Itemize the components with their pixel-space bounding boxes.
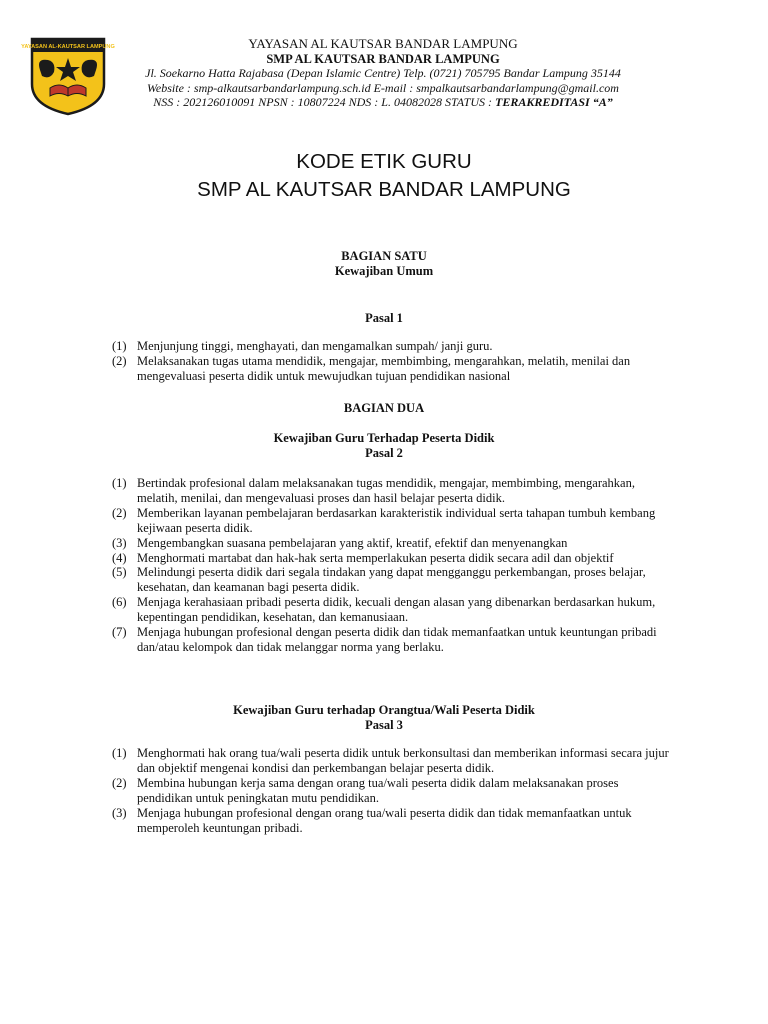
list-item-text: Menghormati martabat dan hak-hak serta memperlakukan peserta didik secara adil dan objektif: [137, 550, 614, 565]
list-item-text: Menghormati hak orang tua/wali peserta didik untuk berkonsultasi dan memberikan informasi secara jujur dan objektif mengenai kondisi dan perkembangan belajar peserta didik.: [137, 746, 669, 775]
list-item-text: Menjaga hubungan profesional dengan orang tua/wali peserta didik dan tidak memanfaatkan untuk memperoleh keuntungan pribadi.: [137, 805, 632, 835]
list-item-number: (2): [112, 775, 127, 790]
pasal-2-heading: Pasal 2: [365, 446, 403, 460]
list-item-number: (1): [112, 746, 127, 760]
list-item: [112, 625, 672, 655]
list-item: [112, 354, 672, 384]
section-2-subtitle: Kewajiban Guru Terhadap Peserta Didik: [273, 431, 495, 445]
pasal-2-list: [112, 476, 672, 655]
school-address: Jl. Soekarno Hatta Rajabasa (Depan Islamic Centre) Telp. (0721) 705795 Bandar Lampung 35144: [145, 66, 621, 80]
list-item-text: Melindungi peserta didik dari segala tindakan yang dapat mengganggu perkembangan, proses belajar, kesehatan, dan keamanan bagi peserta didik.: [137, 565, 646, 595]
pasal-1-heading: Pasal 1: [365, 311, 403, 325]
list-item: [112, 551, 672, 566]
list-item-number: (5): [112, 565, 127, 580]
list-item-number: (6): [112, 595, 127, 610]
list-item: [112, 565, 672, 595]
logo-text: YAYASAN AL-KAUTSAR LAMPUNG: [21, 44, 115, 50]
section-3-subtitle: Kewajiban Guru terhadap Orangtua/Wali Peserta Didik: [233, 703, 535, 717]
school-ids: NSS : 202126010091 NPSN : 10807224 NDS : L. 04082028 STATUS :: [153, 95, 495, 109]
foundation-name: YAYASAN AL KAUTSAR BANDAR LAMPUNG: [248, 36, 518, 51]
list-item-number: (2): [112, 353, 127, 368]
list-item: [112, 776, 672, 806]
section-1-subtitle: Kewajiban Umum: [334, 264, 434, 278]
list-item: [112, 595, 672, 625]
school-name: SMP AL KAUTSAR BANDAR LAMPUNG: [266, 51, 500, 66]
document-subtitle: SMP AL KAUTSAR BANDAR LAMPUNG: [197, 178, 571, 201]
list-item-text: Memberikan layanan pembelajaran berdasarkan karakteristik individual serta tahapan tumbuh kembang kejiwaan peserta didik.: [137, 505, 656, 535]
list-item-number: (7): [112, 625, 127, 640]
section-2-title: BAGIAN DUA: [343, 401, 425, 415]
school-logo: [21, 36, 115, 116]
school-website-email: Website : smp-alkautsarbandarlampung.sch.id E-mail : smpalkautsarbandarlampung@gmail.com: [147, 80, 619, 95]
list-item: [112, 746, 672, 776]
list-item-text: Melaksanakan tugas utama mendidik, mengajar, membimbing, mengarahkan, melatih, menilai dan mengevaluasi peserta didik untuk mewujudkan tujuan pendidikan nasional: [137, 353, 631, 383]
document-title: KODE ETIK GURU: [296, 150, 472, 173]
list-item-text: Membina hubungan kerja sama dengan orang tua/wali peserta didik dalam melaksanakan proses pendidikan untuk peningkatan mutu pendidikan.: [137, 775, 619, 805]
list-item: [112, 339, 672, 354]
school-identifiers: [113, 95, 653, 110]
list-item: [112, 506, 672, 536]
list-item-text: Menjaga kerahasiaan pribadi peserta didik, kecuali dengan alasan yang dibenarkan berdasarkan hukum, kepentingan pendidikan, kesehatan, dan kemanusiaan.: [137, 595, 656, 625]
list-item-number: (1): [112, 339, 127, 353]
list-item-text: Menjaga hubungan profesional dengan peserta didik dan tidak memanfaatkan untuk keuntungan pribadi dan/atau kelompok dan tidak melanggar norma yang berlaku.: [137, 625, 657, 654]
list-item: [112, 806, 672, 836]
section-1-title: BAGIAN SATU: [341, 249, 427, 263]
list-item-number: (3): [112, 535, 127, 550]
accreditation-status: TERAKREDITASI “A”: [494, 95, 613, 109]
pasal-3-list: [112, 746, 672, 835]
list-item-text: Bertindak profesional dalam melaksanakan tugas mendidik, mengajar, membimbing, mengarahkan, melatih, menilai, dan mengevaluasi proses dan hasil belajar peserta didik.: [137, 476, 635, 505]
letterhead: [113, 37, 653, 110]
list-item: [112, 476, 672, 506]
list-item-number: (1): [112, 476, 127, 490]
list-item-number: (3): [112, 805, 127, 820]
list-item-number: (2): [112, 505, 127, 520]
pasal-3-heading: Pasal 3: [365, 718, 403, 732]
list-item-text: Mengembangkan suasana pembelajaran yang aktif, kreatif, efektif dan menyenangkan: [137, 535, 568, 550]
list-item: [112, 536, 672, 551]
pasal-1-list: [112, 339, 672, 384]
list-item-text: Menjunjung tinggi, menghayati, dan mengamalkan sumpah/ janji guru.: [137, 339, 493, 353]
list-item-number: (4): [112, 550, 127, 565]
